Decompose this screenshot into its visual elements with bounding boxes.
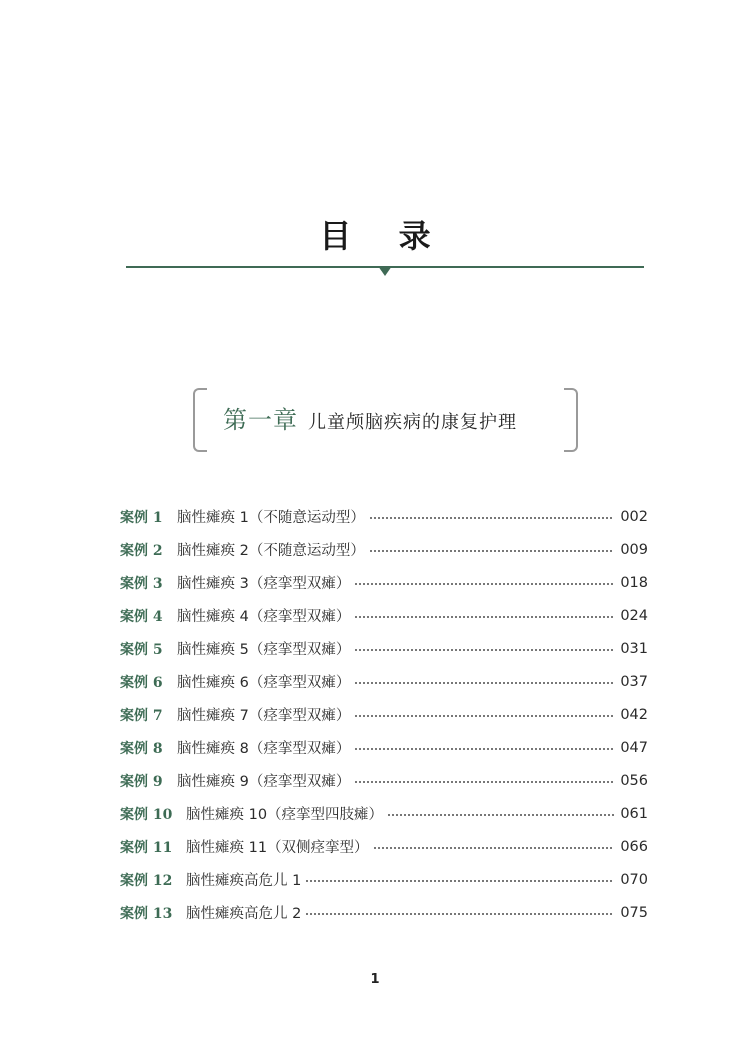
toc-entry[interactable] (120, 698, 648, 731)
entry-title: 脑性瘫痪高危儿 1 (186, 873, 302, 889)
page-title: 目 录 (319, 217, 449, 255)
case-label: 案例 9 (120, 773, 163, 790)
entry-page-number: 037 (620, 673, 648, 690)
toc-entry[interactable] (120, 764, 648, 797)
entry-page-number: 018 (620, 574, 648, 591)
dot-leader (369, 517, 614, 519)
toc-entry[interactable] (120, 566, 648, 599)
toc-entry[interactable] (120, 863, 648, 896)
case-label: 案例 6 (120, 674, 163, 691)
entry-title: 脑性瘫痪 8（痉挛型双瘫） (177, 741, 351, 757)
entry-page-number: 047 (620, 739, 648, 756)
case-label: 案例 12 (120, 872, 173, 889)
case-label: 案例 2 (120, 542, 163, 559)
entry-page-number: 009 (620, 541, 648, 558)
footer-page-number: 1 (370, 972, 380, 987)
toc-entry[interactable] (120, 533, 648, 566)
entry-page-number: 024 (620, 607, 648, 624)
triangle-marker-icon (378, 266, 392, 276)
entry-title: 脑性瘫痪 6（痉挛型双瘫） (177, 675, 351, 691)
chapter-heading-text (223, 402, 517, 438)
entry-title: 脑性瘫痪高危儿 2 (186, 906, 302, 922)
entry-page-number: 031 (620, 640, 648, 657)
entry-title: 脑性瘫痪 10（痉挛型四肢瘫） (186, 807, 384, 823)
dot-leader (354, 616, 614, 618)
toc-list (120, 500, 648, 929)
dot-leader (305, 880, 614, 882)
entry-page-number: 066 (620, 838, 648, 855)
chapter-label: 第一章 (223, 406, 298, 434)
entry-title: 脑性瘫痪 2（不随意运动型） (177, 543, 365, 559)
entry-page-number: 002 (620, 508, 648, 525)
toc-entry[interactable] (120, 665, 648, 698)
case-label: 案例 5 (120, 641, 163, 658)
entry-page-number: 042 (620, 706, 648, 723)
dot-leader (305, 913, 614, 915)
case-label: 案例 4 (120, 608, 163, 625)
toc-entry[interactable] (120, 731, 648, 764)
dot-leader (354, 649, 614, 651)
entry-title: 脑性瘫痪 11（双侧痉挛型） (186, 840, 369, 856)
right-bracket-decoration (564, 388, 578, 452)
case-label: 案例 7 (120, 707, 163, 724)
dot-leader (354, 748, 614, 750)
entry-title: 脑性瘫痪 4（痉挛型双瘫） (177, 609, 351, 625)
dot-leader (354, 781, 614, 783)
toc-entry[interactable] (120, 830, 648, 863)
entry-page-number: 070 (620, 871, 648, 888)
case-label: 案例 8 (120, 740, 163, 757)
case-label: 案例 11 (120, 839, 173, 856)
case-label: 案例 1 (120, 509, 163, 526)
entry-title: 脑性瘫痪 7（痉挛型双瘫） (177, 708, 351, 724)
entry-page-number: 056 (620, 772, 648, 789)
entry-page-number: 075 (620, 904, 648, 921)
case-label: 案例 10 (120, 806, 173, 823)
dot-leader (369, 550, 614, 552)
toc-entry[interactable] (120, 599, 648, 632)
entry-title: 脑性瘫痪 1（不随意运动型） (177, 510, 365, 526)
entry-title: 脑性瘫痪 3（痉挛型双瘫） (177, 576, 351, 592)
left-bracket-decoration (193, 388, 207, 452)
dot-leader (354, 715, 614, 717)
toc-entry[interactable] (120, 632, 648, 665)
toc-entry[interactable] (120, 896, 648, 929)
toc-entry[interactable] (120, 797, 648, 830)
dot-leader (354, 682, 614, 684)
entry-title: 脑性瘫痪 5（痉挛型双瘫） (177, 642, 351, 658)
dot-leader (387, 814, 614, 816)
entry-title: 脑性瘫痪 9（痉挛型双瘫） (177, 774, 351, 790)
toc-entry[interactable] (120, 500, 648, 533)
chapter-name: 儿童颅脑疾病的康复护理 (308, 412, 517, 433)
chapter-heading (193, 388, 578, 452)
entry-page-number: 061 (620, 805, 648, 822)
case-label: 案例 13 (120, 905, 173, 922)
case-label: 案例 3 (120, 575, 163, 592)
dot-leader (373, 847, 614, 849)
dot-leader (354, 583, 614, 585)
